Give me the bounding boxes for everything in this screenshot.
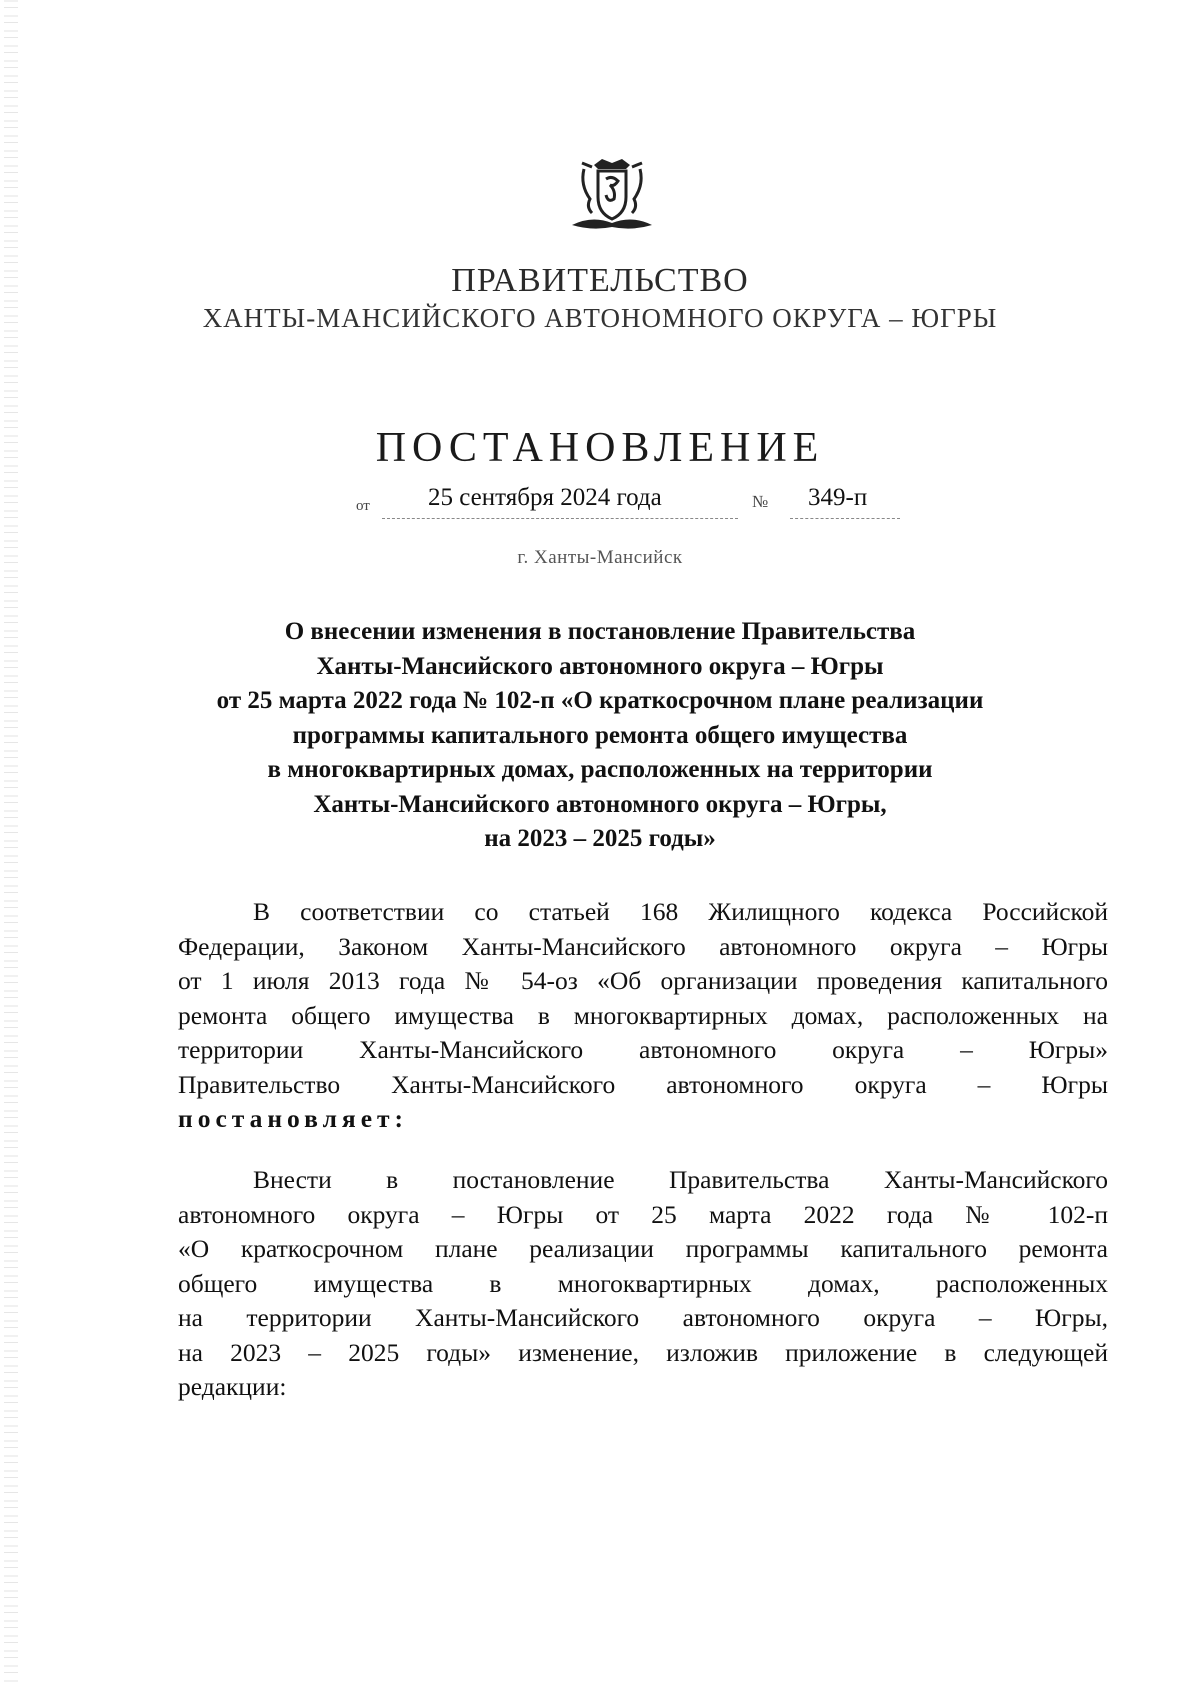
preamble-paragraph — [178, 895, 1108, 1137]
region-subtitle: ХАНТЫ-МАНСИЙСКОГО АВТОНОМНОГО ОКРУГА – ЮГРЫ — [202, 303, 998, 333]
number-label: № — [752, 492, 769, 511]
paragraph-line: на 2023 – 2025 годы» изменение, изложив приложение в следующей — [178, 1337, 1108, 1367]
coat-of-arms-icon — [562, 155, 662, 235]
date-number-row — [0, 484, 1200, 524]
heading-line: программы капитального ремонта общего имущества — [292, 721, 908, 749]
heading-line: О внесении изменения в постановление Правительства — [284, 618, 916, 645]
paragraph-line: автономного округа – Югры от 25 марта 2022 года № 102-п — [178, 1199, 1108, 1229]
paragraph-line: на территории Ханты-Мансийского автономного округа – Югры, — [178, 1303, 1108, 1332]
decision-word: постановляет: — [178, 1104, 409, 1133]
paragraph-line: общего имущества в многоквартирных домах, расположенных — [178, 1268, 1108, 1298]
paragraph-line: территории Ханты-Мансийского автономного округа – Югры» — [178, 1035, 1108, 1064]
scan-edge-noise — [4, 0, 18, 1686]
document-date: 25 сентября 2024 года — [428, 484, 662, 511]
paragraph-line: Правительство Ханты-Мансийского автономного округа – Югры — [178, 1069, 1108, 1099]
amendment-paragraph — [178, 1163, 1108, 1405]
date-underline — [382, 518, 738, 519]
paragraph-line: ремонта общего имущества в многоквартирных домах, расположенных на — [178, 1000, 1108, 1030]
paragraph-line: Внести в постановление Правительства Ханты-Мансийского — [253, 1165, 1108, 1194]
paragraph-line: от 1 июля 2013 года № 54-оз «Об организации проведения капитального — [178, 966, 1108, 995]
paragraph-line: Федерации, Законом Ханты-Мансийского автономного округа – Югры — [178, 931, 1108, 961]
heading-line: в многоквартирных домах, расположенных на территории — [267, 756, 933, 783]
paragraph-line: В соответствии со статьей 168 Жилищного кодекса Российской — [253, 897, 1108, 926]
heading-line: на 2023 – 2025 годы» — [484, 825, 716, 852]
from-label: от — [356, 498, 370, 514]
heading-line: Ханты-Мансийского автономного округа – Югры — [316, 652, 884, 680]
number-underline — [790, 518, 900, 519]
paragraph-line: редакции: — [178, 1372, 287, 1401]
heading-line: от 25 марта 2022 года № 102-п «О краткосрочном плане реализации — [216, 687, 984, 714]
document-type: ПОСТАНОВЛЕНИЕ — [375, 425, 825, 471]
heading-line: Ханты-Мансийского автономного округа – Югры, — [313, 790, 887, 818]
government-title: ПРАВИТЕЛЬСТВО — [451, 262, 749, 299]
document-heading — [150, 615, 1050, 857]
document-number: 349-п — [808, 484, 868, 511]
paragraph-line: «О краткосрочном плане реализации программы капитального ремонта — [178, 1234, 1108, 1263]
city-label: г. Ханты-Мансийск — [517, 547, 683, 568]
